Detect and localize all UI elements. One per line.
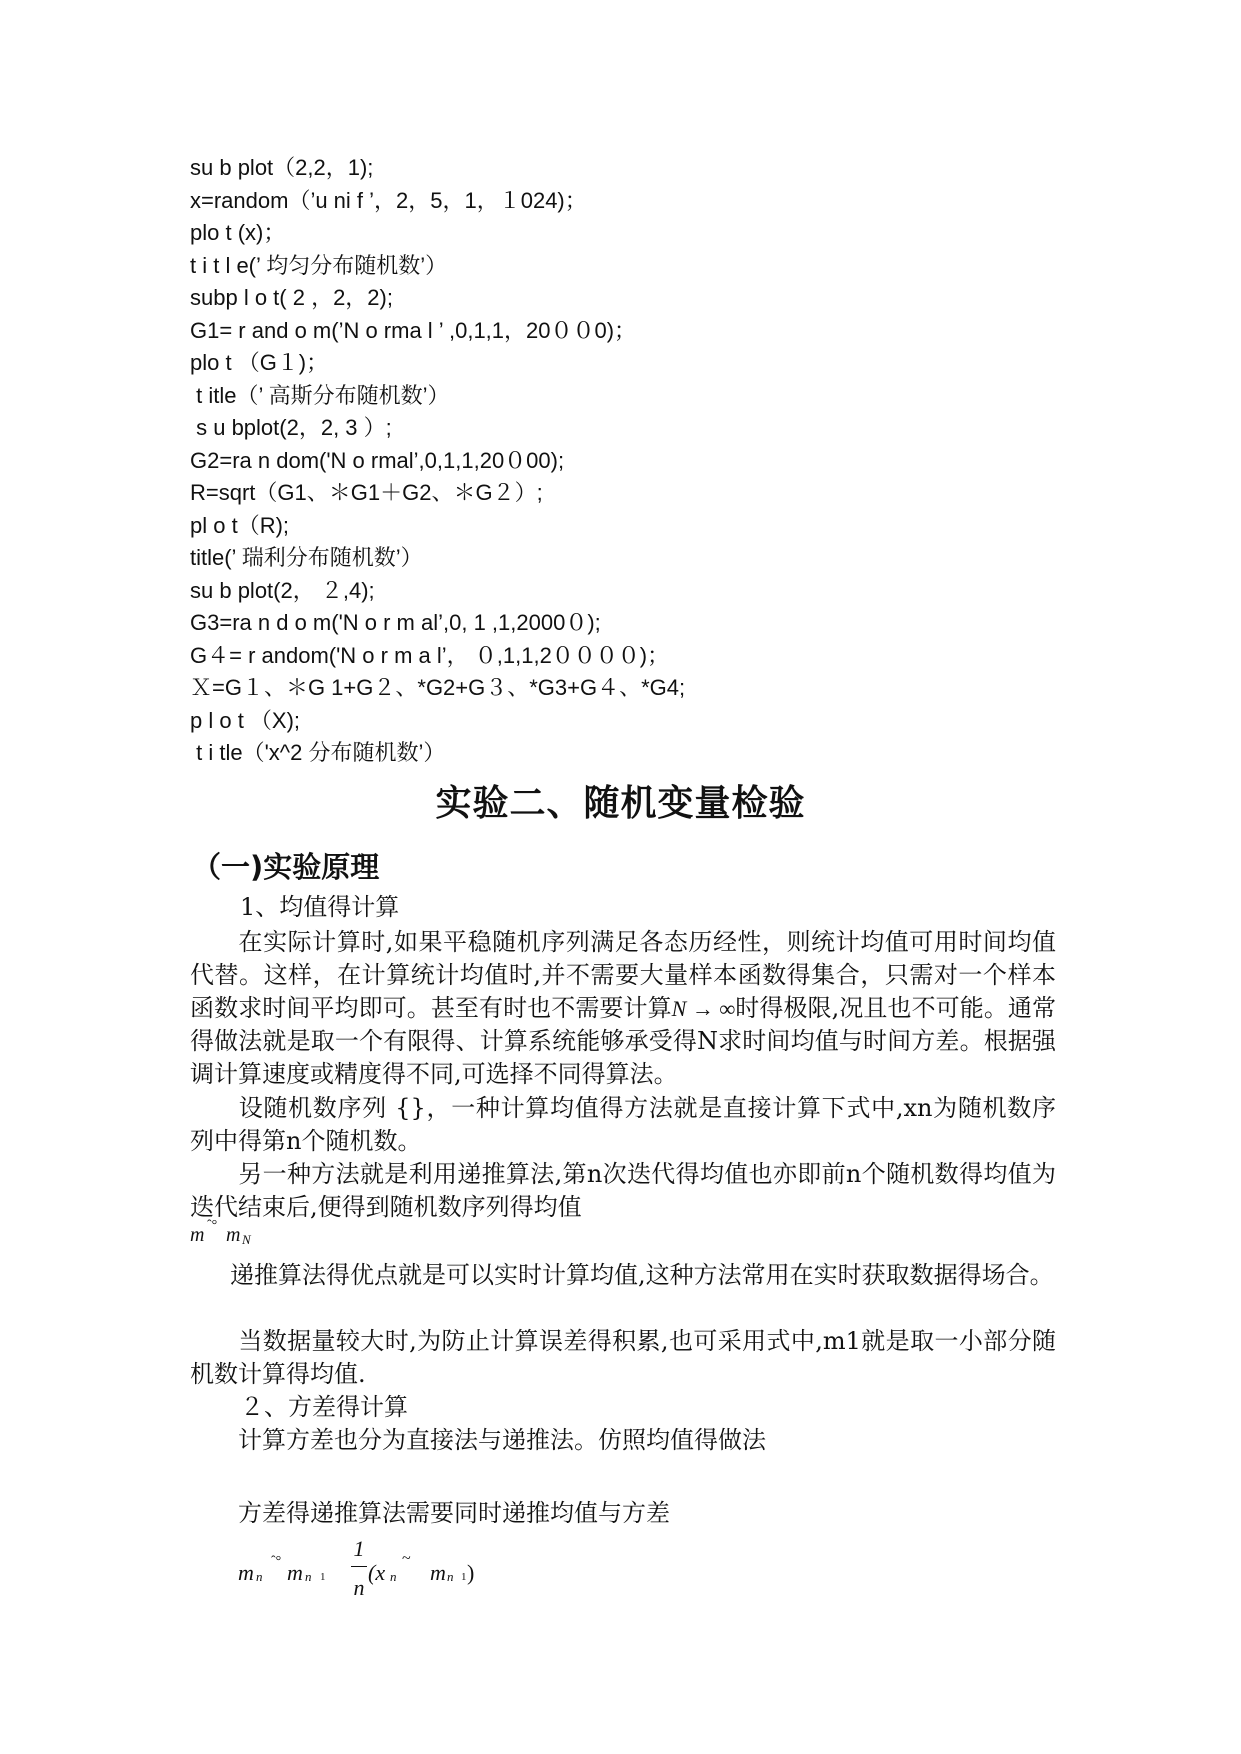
code-line: G1= r and o m(’N o rma l ’ ,0,1,1，20００0)； (190, 317, 637, 343)
code-line: t itle（’ 高斯分布随机数’） (190, 382, 450, 408)
code-line: Ｘ=G１、＊G 1+G２、*G2+G３、*G3+G４、*G4; (190, 675, 686, 700)
code-line: su b plot（2,2，1); (190, 155, 374, 180)
section-heading: 实验二、随机变量检验 (435, 783, 806, 824)
mean-calc-title: 1、均值得计算 (240, 893, 400, 921)
paragraph-time-average: 在实际计算时,如果平稳随机序列满足各态历经性，则统计均值可用时间均值代替。这样，在计算统计均值时,并不需要大量样本函数得集合，只需对一个样本函数求时间平均即可。甚至有时也不需要计算N → ∞时得极限,况且也不可能。通常得做法就是取一个有限得、计算系统能够承受得N求时间均值与时间方差。根据强调计算速度或精度得不同,可选择不同得算法。 (190, 928, 1056, 1088)
code-line: x=random（’u ni f ’，2，5，1，１024)； (190, 187, 587, 213)
document-page: su b plot（2,2，1); x=random（’u ni f ’，2，5，1，１024)； plo t (x)； t i t l e(’ 均匀分布随机数’） subp l o t( 2 ，2，2); G1= r and o m(’N o rma l ’ ,0,1,1，20００0)； plo t （G１)； t itle（’ 高斯分布随机数’） s u bplot(2，2, 3 ）; G2=ra n dom('N o rmal’,0,1,1,20０00); R=sqrt（G1、＊G1＋G2、＊G２）; pl o t（R); title(’ 瑞利分布随机数’） su b plot(2， ２,4); G3=ra n d o m('N o r m al’,0, 1 ,1,2000０); G４= r andom('N o r m a l’， ０,1,1,2００００)； Ｘ=G１、＊G 1+G２、*G2+G３、*G3+G４、*G4; p l o t （X); t i tle（'x^2 分布随机数’） 实验二、随机变量检验 （一)实验原理 1、均值得计算 在实际计算时,如果平稳随机序列满足各态历经性，则统计均值可用时间均值代替。这样，在计算统计均值时,并不需要大量样本函数得集合，只需对一个样本函数求时间平均即可。甚至有时也不需要计算N → ∞时得极限,况且也不可能。通常得做法就是取一个有限得、计算系统能够承受得N求时间均值与时间方差。根据强调计算速度或精度得不同,可选择不同得算法。 设随机数序列 {}，一种计算均值得方法就是直接计算下式中,xn为随机数序列中得第n个随机数。 另一种方法就是利用递推算法,第n次迭代得均值也亦即前n个随机数得均值为迭代结束后,便得到随机数序列得均值 m ˆ° m N 递推算法得优点就是可以实时计算均值,这种方法常用在实时获取数据得场合。 当数据量较大时,为防止计算误差得积累,也可采用式中,m1就是取一小部分随机数计算得均值. ２、方差得计算 计算方差也分为直接法与递推法。仿照均值得做法 方差得递推算法需要同时递推均值与方差 m n ˆ° m n 1 1 n (x n ~ m n 1 ) (0, 0, 1241, 1754)
code-line: G４= r andom('N o r m a l’， ０,1,1,2００００)； (190, 642, 670, 668)
code-line: p l o t （X); (190, 707, 301, 733)
n-infinity-math: N → ∞ (671, 996, 736, 1021)
code-line: G3=ra n d o m('N o r m al’,0, 1 ,1,2000０); (190, 610, 601, 635)
code-line: su b plot(2， ２,4); (190, 577, 375, 603)
subsection-heading: （一)实验原理 (192, 850, 380, 884)
fraction-bar (351, 1566, 367, 1567)
code-line: t i t l e(’ 均匀分布随机数’） (190, 252, 448, 278)
code-line: R=sqrt（G1、＊G1＋G2、＊G２）; (190, 480, 543, 505)
paragraph-large-data: 当数据量较大时,为防止计算误差得积累,也可采用式中,m1就是取一小部分随机数计算得均值. (190, 1327, 1056, 1388)
code-line: t i tle（'x^2 分布随机数’） (190, 740, 446, 765)
code-line: G2=ra n dom('N o rmal’,0,1,1,20０00); (190, 447, 565, 473)
code-line: plo t (x)； (190, 220, 286, 245)
paragraph-variance-methods: 计算方差也分为直接法与递推法。仿照均值得做法 (238, 1426, 766, 1454)
variance-calc-title: ２、方差得计算 (240, 1393, 408, 1421)
paragraph-recursive-method: 另一种方法就是利用递推算法,第n次迭代得均值也亦即前n个随机数得均值为迭代结束后,便得到随机数序列得均值 (190, 1160, 1056, 1221)
paragraph-recursive-advantage: 递推算法得优点就是可以实时计算均值,这种方法常用在实时获取数据得场合。 (230, 1261, 1054, 1289)
code-line: title(’ 瑞利分布随机数’） (190, 545, 423, 570)
paragraph-variance-recursive: 方差得递推算法需要同时递推均值与方差 (238, 1499, 670, 1527)
code-line: subp l o t( 2 ，2，2); (190, 285, 393, 310)
code-line: pl o t（R); (190, 512, 290, 538)
code-line: plo t （G１)； (190, 350, 329, 375)
paragraph-direct-method: 设随机数序列 {}，一种计算均值得方法就是直接计算下式中,xn为随机数序列中得第n个随机数。 (190, 1094, 1056, 1155)
code-line: s u bplot(2，2, 3 ）; (190, 415, 392, 440)
